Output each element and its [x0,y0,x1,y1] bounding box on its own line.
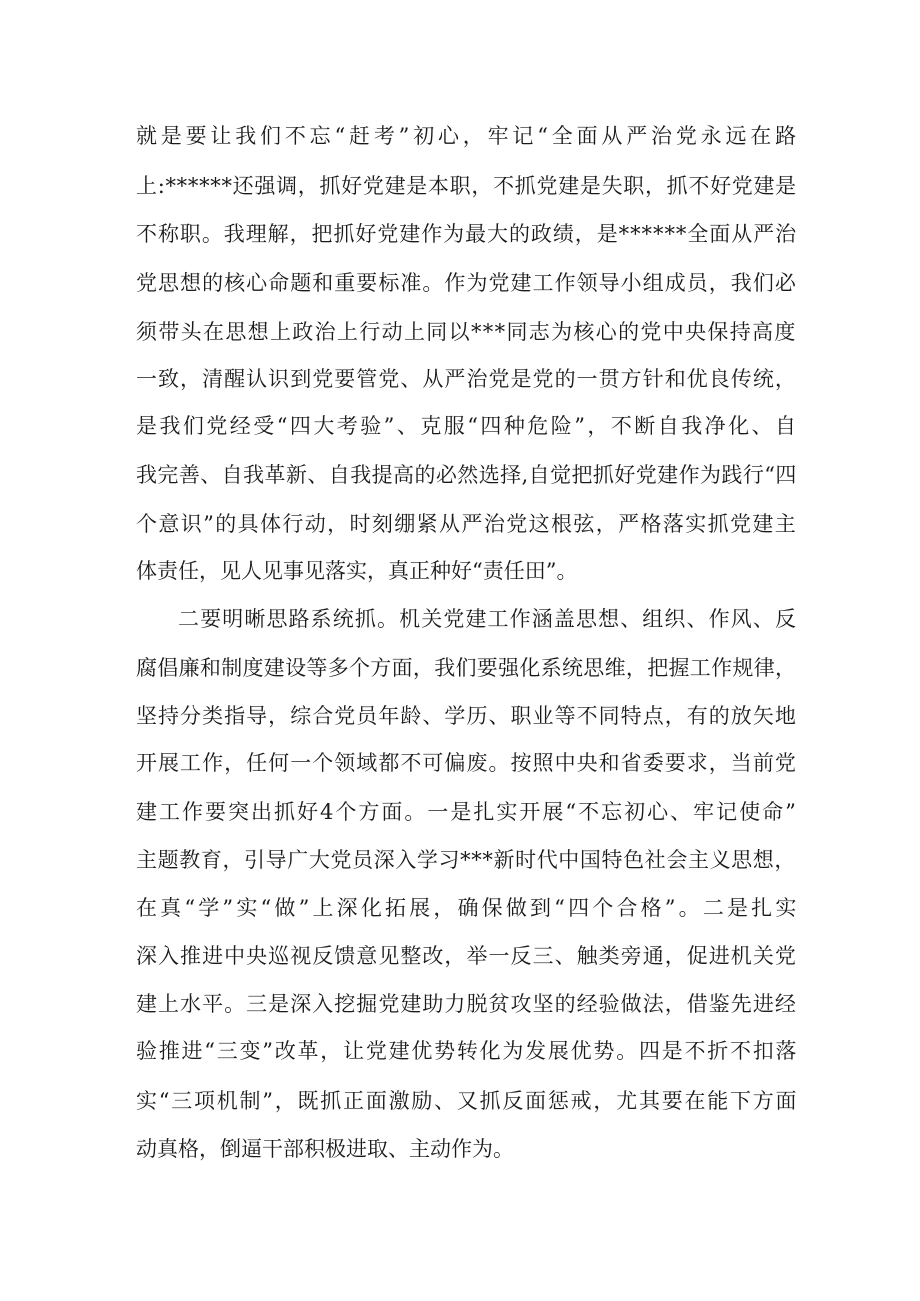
text-line: 动真格，倒逼干部积极进取、主动作为。 [136,1137,514,1161]
text-line: 深入推进中央巡视反馈意见整改，举一反三、触类旁通，促进机关党 [136,944,797,968]
text-line: 不称职。我理解，把抓好党建作为最大的政绩，是******全面从严治 [136,222,798,246]
text-line: 建工作要突出抓好4个方面。一是扎实开展“不忘初心、牢记使命” [136,800,798,824]
text-line: 腐倡廉和制度建设等多个方面，我们要强化系统思维，把握工作规律， [136,656,797,680]
text-line: 在真“学”实“做”上深化拓展，确保做到“四个合格”。二是扎实 [136,896,800,920]
text-line: 二要明晰思路系统抓。机关党建工作涵盖思想、组织、作风、反 [178,607,798,631]
text-line: 体责任，见人见事见落实，真正种好“责任田”。 [136,559,578,583]
text-line: 就是要让我们不忘“赶考”初心，牢记“全面从严治党永远在路 [136,124,800,148]
text-line: 主题教育，引导广大党员深入学习***新时代中国特色社会主义思想， [136,848,797,872]
text-line: 实“三项机制”，既抓正面激励、又抓反面惩戒，尤其要在能下方面 [136,1089,799,1113]
text-line: 党思想的核心命题和重要标准。作为党建工作领导小组成员，我们必 [136,271,797,295]
text-line: 开展工作，任何一个领域都不可偏废。按照中央和省委要求，当前党 [136,751,797,775]
text-line: 我完善、自我革新、自我提高的必然选择,自觉把抓好党建作为践行“四 [136,463,797,487]
text-line: 上:******还强调，抓好党建是本职，不抓党建是失职，抓不好党建是 [136,174,797,198]
text-line: 坚持分类指导，综合党员年龄、学历、职业等不同特点，有的放矢地 [136,704,797,728]
text-line: 个意识”的具体行动，时刻绷紧从严治党这根弦，严格落实抓党建主 [136,512,798,536]
text-line: 是我们党经受“四大考验”、克服“四种危险”，不断自我净化、自 [136,414,799,438]
text-line: 一致，清醒认识到党要管党、从严治党是党的一贯方针和优良传统， [136,367,797,391]
text-line: 建上水平。三是深入挖掘党建助力脱贫攻坚的经验做法，借鉴先进经 [136,992,797,1016]
text-line: 须带头在思想上政治上行动上同以***同志为核心的党中央保持高度 [136,320,797,344]
text-line: 验推进“三变”改革，让党建优势转化为发展优势。四是不折不扣落 [136,1039,799,1063]
